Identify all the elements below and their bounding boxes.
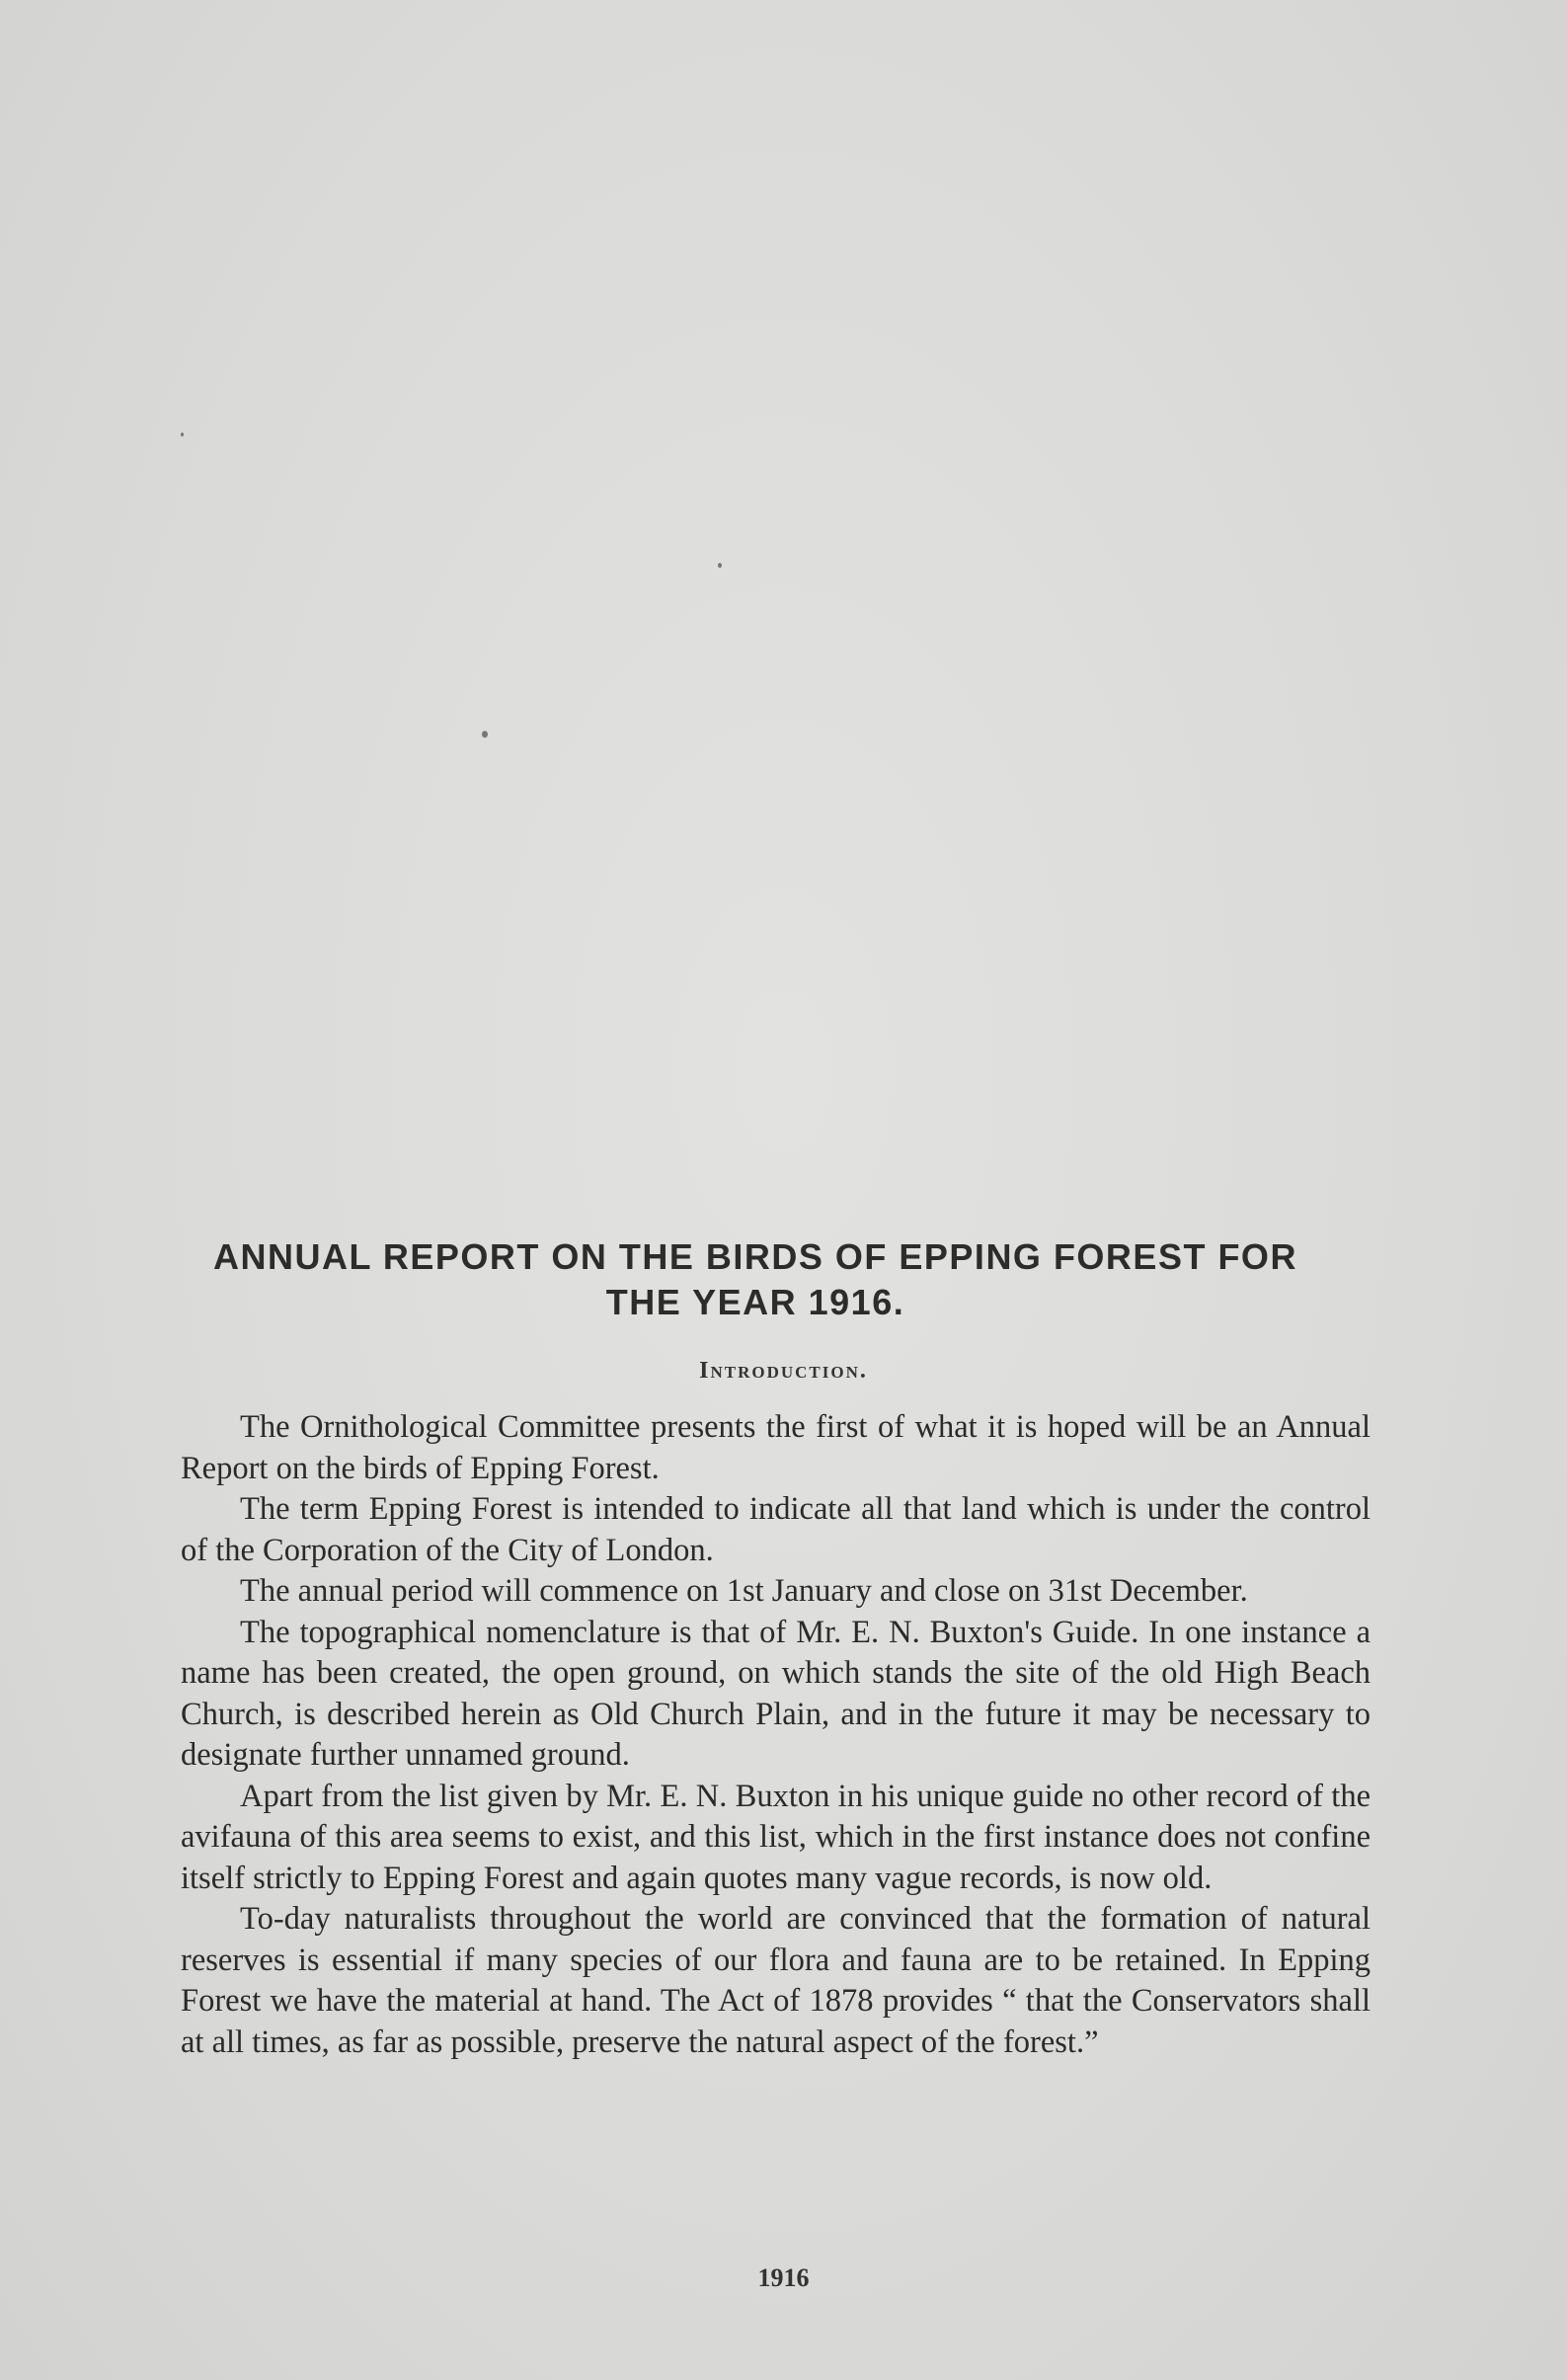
paragraph: Apart from the list given by Mr. E. N. Buxton in his unique guide no other record of the avifauna of this area seems to exist, and this list, which in the first instance does not confine itself strictly to Epping Forest and again quotes many vague records, is now old. [181,1778,1371,1896]
report-title-line-2: THE YEAR 1916. [605,1282,905,1322]
report-title-line-1: ANNUAL REPORT ON THE BIRDS OF EPPING FOREST FOR [213,1236,1297,1277]
paper-speck [718,563,722,568]
paragraph: The Ornithological Committee presents the first of what it is hoped will be an Annual Report on the birds of Epping Forest. [181,1409,1371,1486]
paragraph: To-day naturalists throughout the world are convinced that the formation of natural reserves is essential if many species of our flora and fauna are to be retained. In Epping Forest we have the material at hand. The Act of 1878 provides “ that the Conservators shall at all times, as far as possible, preserve the natural aspect of the forest.” [181,1901,1371,2060]
paragraph: The term Epping Forest is intended to indicate all that land which is under the control of the Corporation of the City of London. [181,1491,1371,1568]
page-number: 1916 [757,2263,810,2292]
paper-speck [181,433,184,436]
paragraph: The annual period will commence on 1st January and close on 31st December. [240,1573,1248,1609]
paper-speck [482,731,488,738]
introduction-body [181,1407,1371,2063]
section-heading-introduction: Introduction. [699,1358,868,1384]
paragraph: The topographical nomenclature is that of Mr. E. N. Buxton's Guide. In one instance a name has been created, the open ground, on which stands the site of the old High Beach Church, is described herein as Old Church Plain, and in the future it may be necessary to designate further unnamed ground. [181,1614,1371,1773]
